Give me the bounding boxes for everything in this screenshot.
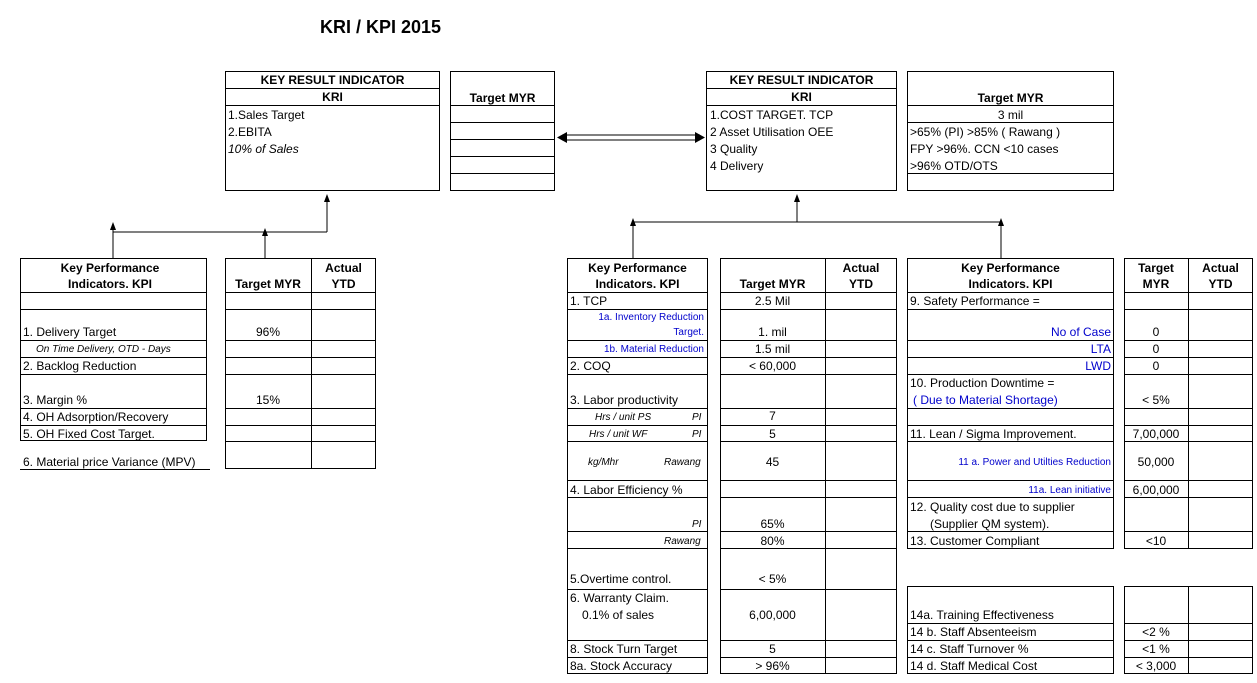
kpi-labor-eff-rawang: Rawang [664, 536, 701, 547]
kpi-material-reduction: 1b. Material Reduction [603, 344, 704, 355]
kpi-stock-turn: 8. Stock Turn Target [570, 642, 678, 656]
kpi-lean-initiative-value: 6,00,000 [1132, 483, 1180, 497]
right-target-header: Target MYR [977, 91, 1044, 105]
kpi-margin: 3. Margin % [23, 393, 88, 407]
right-target-oee: >65% (PI) >85% ( Rawang ) [910, 125, 1061, 139]
right-col-ytd: YTD [1208, 277, 1233, 291]
kpi-labor-productivity: 3. Labor productivity [570, 393, 679, 407]
kpi-inventory-target: Target. [673, 327, 704, 338]
left-kri-item-ebita: 2.EBITA [228, 125, 272, 139]
kpi-lean-initiative: 11a. Lean initiative [1028, 485, 1111, 496]
kpi-lta-value: 0 [1152, 342, 1160, 356]
kpi-coq-value: < 60,000 [748, 359, 797, 373]
right-kri-header: KEY RESULT INDICATOR [729, 73, 874, 87]
kpi-no-of-case: No of Case [1050, 325, 1111, 339]
kpi-hrs-ps-site: PI [692, 412, 702, 423]
mid-col-ytd: YTD [849, 277, 873, 291]
right-kpi-subheader: Indicators. KPI [968, 277, 1053, 291]
kpi-customer-complaint: 13. Customer Compliant [910, 534, 1040, 548]
left-kpi-header: Key Performance [60, 261, 160, 275]
kpi-hrs-wf-value: 5 [769, 427, 776, 441]
kpi-no-of-case-value: 0 [1152, 325, 1160, 339]
right-col-myr: MYR [1142, 277, 1170, 291]
kpi-stock-turn-value: 5 [769, 642, 776, 656]
kpi-delivery-target-value: 96% [255, 325, 281, 339]
mid-col-actual: Actual [842, 261, 880, 275]
kpi-safety: 9. Safety Performance = [910, 294, 1040, 308]
kpi-production-downtime: 10. Production Downtime = [910, 376, 1055, 390]
kpi-warranty-value: 6,00,000 [749, 608, 796, 622]
left-kpi-subheader: Indicators. KPI [67, 277, 153, 291]
right-target-delivery: >96% OTD/OTS [910, 159, 998, 173]
kpi-kgmhr-value: 45 [765, 455, 780, 469]
kpi-lta: LTA [1090, 342, 1111, 356]
kpi-labor-efficiency: 4. Labor Efficiency % [570, 483, 683, 497]
kpi-medical: 14 d. Staff Medical Cost [910, 659, 1038, 673]
right-col-actual: Actual [1202, 261, 1239, 275]
left-kri-item-note: 10% of Sales [228, 142, 299, 156]
kpi-kgmhr-site: Rawang [664, 457, 701, 468]
kpi-hrs-ps-value: 7 [769, 409, 776, 423]
kpi-inventory-reduction: 1a. Inventory Reduction [598, 312, 704, 323]
page-title: KRI / KPI 2015 [320, 17, 442, 37]
right-kri-item-quality: 3 Quality [710, 142, 758, 156]
kpi-power-utilities-value: 50,000 [1137, 455, 1175, 469]
right-col-target: Target [1138, 261, 1174, 275]
mid-col-target: Target MYR [739, 277, 806, 291]
kpi-inventory-value: 1. mil [758, 325, 787, 339]
kpi-hrs-wf-site: PI [692, 429, 702, 440]
mid-kpi-subheader: Indicators. KPI [595, 277, 680, 291]
right-kri-item-delivery: 4 Delivery [710, 159, 764, 173]
kpi-tcp-value: 2.5 Mil [754, 294, 791, 308]
kpi-material-value: 1.5 mil [754, 342, 791, 356]
kpi-stock-accuracy-value: > 96% [755, 659, 790, 673]
kpi-overtime: 5.Overtime control. [570, 572, 672, 586]
kpi-lean-sigma: 11. Lean / Sigma Improvement. [910, 427, 1077, 441]
kpi-hrs-ps: Hrs / unit PS [595, 412, 652, 423]
kpi-turnover: 14 c. Staff Turnover % [910, 642, 1029, 656]
kpi-lean-sigma-value: 7,00,000 [1132, 427, 1180, 441]
kpi-mpv: 6. Material price Variance (MPV) [23, 455, 196, 469]
left-target-header: Target MYR [469, 91, 536, 105]
kpi-hrs-wf: Hrs / unit WF [589, 429, 648, 440]
kpi-delivery-target: 1. Delivery Target [23, 325, 117, 339]
kpi-stock-accuracy: 8a. Stock Accuracy [570, 659, 673, 673]
left-kri-subheader: KRI [322, 90, 343, 104]
kpi-labor-eff-pi: PI [692, 519, 702, 530]
kpi-warranty: 6. Warranty Claim. [570, 591, 669, 605]
kpi-production-downtime-value: < 5% [1142, 393, 1170, 407]
right-kri-item-asset: 2 Asset Utilisation OEE [710, 125, 834, 139]
kpi-otd-note: On Time Delivery, OTD - Days [36, 344, 171, 355]
right-kri-item-cost: 1.COST TARGET. TCP [710, 108, 834, 122]
kpi-quality-cost-note: (Supplier QM system). [930, 517, 1050, 531]
kpi-labor-eff-pi-value: 65% [760, 517, 785, 531]
kpi-tcp: 1. TCP [570, 294, 608, 308]
left-kri-header: KEY RESULT INDICATOR [260, 73, 405, 87]
kpi-lwd: LWD [1085, 359, 1111, 373]
right-kpi-header: Key Performance [961, 261, 1060, 275]
left-col-target: Target MYR [235, 277, 301, 291]
kpi-margin-value: 15% [255, 393, 281, 407]
kpi-kgmhr: kg/Mhr [588, 457, 619, 468]
kpi-lwd-value: 0 [1152, 359, 1160, 373]
kpi-coq: 2. COQ [570, 359, 611, 373]
kpi-customer-complaint-value: <10 [1145, 534, 1167, 548]
left-col-ytd: YTD [331, 277, 356, 291]
kpi-overtime-value: < 5% [758, 572, 787, 586]
kpi-absenteeism: 14 b. Staff Absenteeism [910, 625, 1037, 639]
kpi-oh-fixed: 5. OH Fixed Cost Target. [23, 427, 155, 441]
right-target-cost: 3 mil [997, 108, 1024, 122]
left-col-actual: Actual [325, 261, 362, 275]
kpi-turnover-value: <1 % [1142, 642, 1170, 656]
left-kri-item-sales: 1.Sales Target [228, 108, 305, 122]
kpi-absenteeism-value: <2 % [1142, 625, 1170, 639]
kpi-power-utilities: 11 a. Power and Utilties Reduction [958, 457, 1111, 468]
mid-kpi-header: Key Performance [588, 261, 687, 275]
right-kri-subheader: KRI [791, 90, 812, 104]
kpi-backlog: 2. Backlog Reduction [23, 359, 137, 373]
right-target-quality: FPY >96%. CCN <10 cases [910, 142, 1059, 156]
kpi-training: 14a. Training Effectiveness [910, 608, 1054, 622]
kpi-production-downtime-note: ( Due to Material Shortage) [913, 393, 1058, 407]
kpi-warranty-note: 0.1% of sales [582, 608, 655, 622]
kpi-oh-absorption: 4. OH Adsorption/Recovery [23, 410, 169, 424]
kpi-medical-value: < 3,000 [1135, 659, 1177, 673]
kpi-labor-eff-rawang-value: 80% [760, 534, 785, 548]
kpi-quality-cost: 12. Quality cost due to supplier [910, 500, 1075, 514]
